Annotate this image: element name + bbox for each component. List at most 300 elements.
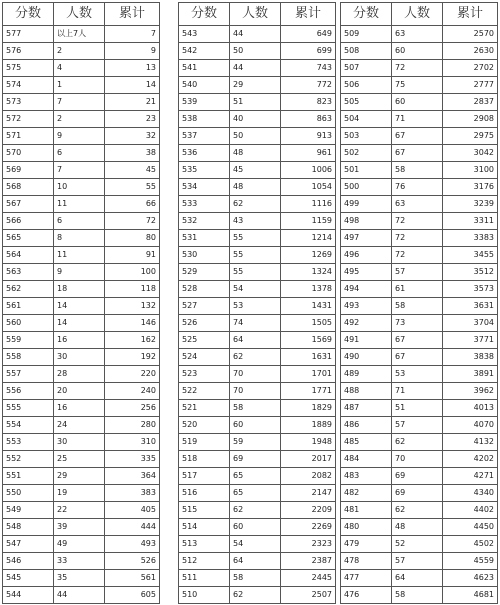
score-cell: 503 bbox=[341, 128, 392, 145]
score-cell: 543 bbox=[179, 26, 230, 43]
score-cell: 514 bbox=[179, 519, 230, 536]
count-cell: 30 bbox=[54, 434, 105, 451]
count-cell: 67 bbox=[392, 332, 443, 349]
cumulative-cell: 961 bbox=[281, 145, 336, 162]
count-cell: 57 bbox=[392, 264, 443, 281]
count-cell: 1 bbox=[54, 77, 105, 94]
count-cell: 63 bbox=[392, 196, 443, 213]
count-cell: 44 bbox=[230, 26, 281, 43]
table-row bbox=[3, 60, 160, 77]
score-cell: 485 bbox=[341, 434, 392, 451]
score-cell: 558 bbox=[3, 349, 54, 366]
score-cell: 567 bbox=[3, 196, 54, 213]
score-cell: 492 bbox=[341, 315, 392, 332]
table-row bbox=[341, 247, 498, 264]
table-row bbox=[3, 485, 160, 502]
table-row bbox=[179, 417, 336, 434]
cumulative-cell: 823 bbox=[281, 94, 336, 111]
count-cell: 11 bbox=[54, 247, 105, 264]
score-cell: 507 bbox=[341, 60, 392, 77]
score-cell: 513 bbox=[179, 536, 230, 553]
count-cell: 60 bbox=[392, 43, 443, 60]
cumulative-cell: 2630 bbox=[443, 43, 498, 60]
score-cell: 528 bbox=[179, 281, 230, 298]
table-row bbox=[3, 162, 160, 179]
count-cell: 28 bbox=[54, 366, 105, 383]
cumulative-cell: 2209 bbox=[281, 502, 336, 519]
count-cell: 48 bbox=[230, 145, 281, 162]
count-cell: 9 bbox=[54, 128, 105, 145]
score-cell: 549 bbox=[3, 502, 54, 519]
header-score: 分数 bbox=[3, 3, 54, 26]
score-cell: 498 bbox=[341, 213, 392, 230]
count-cell: 29 bbox=[54, 468, 105, 485]
table-row bbox=[179, 502, 336, 519]
score-cell: 482 bbox=[341, 485, 392, 502]
table-row bbox=[3, 587, 160, 604]
score-cell: 566 bbox=[3, 213, 54, 230]
table-row bbox=[3, 213, 160, 230]
table-row bbox=[341, 502, 498, 519]
table-row bbox=[3, 536, 160, 553]
header-count: 人数 bbox=[230, 3, 281, 26]
score-cell: 547 bbox=[3, 536, 54, 553]
cumulative-cell: 1948 bbox=[281, 434, 336, 451]
cumulative-cell: 3100 bbox=[443, 162, 498, 179]
table-row bbox=[341, 587, 498, 604]
count-cell: 67 bbox=[392, 349, 443, 366]
cumulative-cell: 743 bbox=[281, 60, 336, 77]
score-cell: 556 bbox=[3, 383, 54, 400]
cumulative-cell: 2147 bbox=[281, 485, 336, 502]
cumulative-cell: 2975 bbox=[443, 128, 498, 145]
cumulative-cell: 1631 bbox=[281, 349, 336, 366]
table-row bbox=[179, 298, 336, 315]
table-row bbox=[3, 77, 160, 94]
header-count: 人数 bbox=[54, 3, 105, 26]
count-cell: 58 bbox=[392, 587, 443, 604]
count-cell: 63 bbox=[392, 26, 443, 43]
table-row bbox=[3, 400, 160, 417]
cumulative-cell: 3455 bbox=[443, 247, 498, 264]
score-cell: 487 bbox=[341, 400, 392, 417]
score-cell: 551 bbox=[3, 468, 54, 485]
count-cell: 65 bbox=[230, 485, 281, 502]
header-row bbox=[341, 3, 498, 26]
count-cell: 75 bbox=[392, 77, 443, 94]
table-body bbox=[341, 26, 498, 604]
cumulative-cell: 310 bbox=[105, 434, 160, 451]
cumulative-cell: 3176 bbox=[443, 179, 498, 196]
score-cell: 477 bbox=[341, 570, 392, 587]
cumulative-cell: 2445 bbox=[281, 570, 336, 587]
count-cell: 72 bbox=[392, 230, 443, 247]
cumulative-cell: 4402 bbox=[443, 502, 498, 519]
score-cell: 481 bbox=[341, 502, 392, 519]
score-cell: 575 bbox=[3, 60, 54, 77]
score-cell: 511 bbox=[179, 570, 230, 587]
table-row bbox=[179, 43, 336, 60]
table-row bbox=[179, 400, 336, 417]
table-row bbox=[179, 434, 336, 451]
count-cell: 59 bbox=[230, 434, 281, 451]
table-row bbox=[3, 94, 160, 111]
table-row bbox=[341, 281, 498, 298]
cumulative-cell: 4502 bbox=[443, 536, 498, 553]
header-cumulative: 累计 bbox=[105, 3, 160, 26]
count-cell: 33 bbox=[54, 553, 105, 570]
table-row bbox=[341, 213, 498, 230]
table-row bbox=[341, 315, 498, 332]
table-row bbox=[341, 43, 498, 60]
count-cell: 39 bbox=[54, 519, 105, 536]
table-row bbox=[179, 162, 336, 179]
count-cell: 70 bbox=[392, 451, 443, 468]
header-row bbox=[179, 3, 336, 26]
score-cell: 530 bbox=[179, 247, 230, 264]
score-cell: 488 bbox=[341, 383, 392, 400]
cumulative-cell: 3383 bbox=[443, 230, 498, 247]
table-row bbox=[179, 519, 336, 536]
table-row bbox=[3, 264, 160, 281]
score-cell: 476 bbox=[341, 587, 392, 604]
cumulative-cell: 2837 bbox=[443, 94, 498, 111]
cumulative-cell: 1269 bbox=[281, 247, 336, 264]
count-cell: 4 bbox=[54, 60, 105, 77]
score-cell: 550 bbox=[3, 485, 54, 502]
count-cell: 以上7人 bbox=[54, 26, 105, 43]
score-cell: 568 bbox=[3, 179, 54, 196]
score-cell: 571 bbox=[3, 128, 54, 145]
count-cell: 60 bbox=[230, 417, 281, 434]
header-count: 人数 bbox=[392, 3, 443, 26]
table-row bbox=[3, 383, 160, 400]
cumulative-cell: 1054 bbox=[281, 179, 336, 196]
header-score: 分数 bbox=[179, 3, 230, 26]
score-cell: 494 bbox=[341, 281, 392, 298]
score-cell: 565 bbox=[3, 230, 54, 247]
cumulative-cell: 1701 bbox=[281, 366, 336, 383]
cumulative-cell: 4202 bbox=[443, 451, 498, 468]
score-cell: 560 bbox=[3, 315, 54, 332]
cumulative-cell: 3704 bbox=[443, 315, 498, 332]
table-row bbox=[3, 128, 160, 145]
score-cell: 533 bbox=[179, 196, 230, 213]
score-cell: 527 bbox=[179, 298, 230, 315]
cumulative-cell: 2570 bbox=[443, 26, 498, 43]
score-cell: 497 bbox=[341, 230, 392, 247]
score-cell: 525 bbox=[179, 332, 230, 349]
table-row bbox=[3, 281, 160, 298]
table-row bbox=[3, 570, 160, 587]
table-row bbox=[341, 451, 498, 468]
count-cell: 65 bbox=[230, 468, 281, 485]
score-cell: 526 bbox=[179, 315, 230, 332]
score-cell: 504 bbox=[341, 111, 392, 128]
count-cell: 60 bbox=[392, 94, 443, 111]
score-cell: 553 bbox=[3, 434, 54, 451]
count-cell: 10 bbox=[54, 179, 105, 196]
score-cell: 573 bbox=[3, 94, 54, 111]
count-cell: 6 bbox=[54, 213, 105, 230]
cumulative-cell: 4559 bbox=[443, 553, 498, 570]
table-row bbox=[3, 349, 160, 366]
table-row bbox=[3, 230, 160, 247]
score-cell: 478 bbox=[341, 553, 392, 570]
cumulative-cell: 1214 bbox=[281, 230, 336, 247]
table-row bbox=[341, 264, 498, 281]
count-cell: 55 bbox=[230, 264, 281, 281]
cumulative-cell: 4070 bbox=[443, 417, 498, 434]
table-row bbox=[3, 468, 160, 485]
count-cell: 72 bbox=[392, 60, 443, 77]
score-cell: 545 bbox=[3, 570, 54, 587]
table-row bbox=[3, 332, 160, 349]
header-cumulative: 累计 bbox=[443, 3, 498, 26]
table-row bbox=[341, 179, 498, 196]
score-table-1 bbox=[2, 2, 160, 604]
cumulative-cell: 3631 bbox=[443, 298, 498, 315]
score-cell: 546 bbox=[3, 553, 54, 570]
cumulative-cell: 66 bbox=[105, 196, 160, 213]
count-cell: 51 bbox=[392, 400, 443, 417]
score-cell: 535 bbox=[179, 162, 230, 179]
score-cell: 486 bbox=[341, 417, 392, 434]
cumulative-cell: 2908 bbox=[443, 111, 498, 128]
cumulative-cell: 2323 bbox=[281, 536, 336, 553]
score-cell: 557 bbox=[3, 366, 54, 383]
table-row bbox=[3, 26, 160, 43]
score-cell: 538 bbox=[179, 111, 230, 128]
cumulative-cell: 280 bbox=[105, 417, 160, 434]
score-cell: 480 bbox=[341, 519, 392, 536]
table-row bbox=[341, 77, 498, 94]
table-row bbox=[179, 247, 336, 264]
count-cell: 35 bbox=[54, 570, 105, 587]
count-cell: 30 bbox=[54, 349, 105, 366]
count-cell: 71 bbox=[392, 111, 443, 128]
table-row bbox=[3, 366, 160, 383]
score-table-1-container bbox=[2, 2, 159, 604]
cumulative-cell: 605 bbox=[105, 587, 160, 604]
count-cell: 70 bbox=[230, 366, 281, 383]
count-cell: 71 bbox=[392, 383, 443, 400]
score-cell: 537 bbox=[179, 128, 230, 145]
count-cell: 72 bbox=[392, 247, 443, 264]
table-row bbox=[341, 145, 498, 162]
count-cell: 55 bbox=[230, 230, 281, 247]
count-cell: 49 bbox=[54, 536, 105, 553]
table-row bbox=[341, 366, 498, 383]
score-cell: 508 bbox=[341, 43, 392, 60]
count-cell: 2 bbox=[54, 111, 105, 128]
cumulative-cell: 7 bbox=[105, 26, 160, 43]
score-cell: 512 bbox=[179, 553, 230, 570]
table-row bbox=[179, 587, 336, 604]
score-cell: 500 bbox=[341, 179, 392, 196]
cumulative-cell: 1431 bbox=[281, 298, 336, 315]
cumulative-cell: 4681 bbox=[443, 587, 498, 604]
score-cell: 502 bbox=[341, 145, 392, 162]
score-cell: 519 bbox=[179, 434, 230, 451]
table-row bbox=[341, 230, 498, 247]
score-cell: 506 bbox=[341, 77, 392, 94]
cumulative-cell: 2777 bbox=[443, 77, 498, 94]
table-row bbox=[341, 111, 498, 128]
table-row bbox=[179, 451, 336, 468]
cumulative-cell: 80 bbox=[105, 230, 160, 247]
cumulative-cell: 913 bbox=[281, 128, 336, 145]
score-cell: 559 bbox=[3, 332, 54, 349]
cumulative-cell: 2017 bbox=[281, 451, 336, 468]
count-cell: 64 bbox=[230, 553, 281, 570]
cumulative-cell: 772 bbox=[281, 77, 336, 94]
cumulative-cell: 1569 bbox=[281, 332, 336, 349]
score-cell: 518 bbox=[179, 451, 230, 468]
cumulative-cell: 3042 bbox=[443, 145, 498, 162]
cumulative-cell: 2269 bbox=[281, 519, 336, 536]
score-cell: 569 bbox=[3, 162, 54, 179]
count-cell: 9 bbox=[54, 264, 105, 281]
table-row bbox=[341, 162, 498, 179]
cumulative-cell: 335 bbox=[105, 451, 160, 468]
header-score: 分数 bbox=[341, 3, 392, 26]
count-cell: 25 bbox=[54, 451, 105, 468]
table-row bbox=[3, 315, 160, 332]
table-row bbox=[341, 519, 498, 536]
table-row bbox=[341, 349, 498, 366]
table-row bbox=[179, 349, 336, 366]
cumulative-cell: 1889 bbox=[281, 417, 336, 434]
cumulative-cell: 4340 bbox=[443, 485, 498, 502]
cumulative-cell: 2507 bbox=[281, 587, 336, 604]
cumulative-cell: 526 bbox=[105, 553, 160, 570]
cumulative-cell: 4132 bbox=[443, 434, 498, 451]
count-cell: 44 bbox=[230, 60, 281, 77]
cumulative-cell: 383 bbox=[105, 485, 160, 502]
cumulative-cell: 2702 bbox=[443, 60, 498, 77]
cumulative-cell: 32 bbox=[105, 128, 160, 145]
cumulative-cell: 4271 bbox=[443, 468, 498, 485]
cumulative-cell: 132 bbox=[105, 298, 160, 315]
cumulative-cell: 38 bbox=[105, 145, 160, 162]
cumulative-cell: 3311 bbox=[443, 213, 498, 230]
score-cell: 509 bbox=[341, 26, 392, 43]
score-cell: 505 bbox=[341, 94, 392, 111]
score-cell: 548 bbox=[3, 519, 54, 536]
table-row bbox=[179, 179, 336, 196]
cumulative-cell: 240 bbox=[105, 383, 160, 400]
cumulative-cell: 1829 bbox=[281, 400, 336, 417]
score-cell: 501 bbox=[341, 162, 392, 179]
table-row bbox=[3, 553, 160, 570]
table-row bbox=[341, 196, 498, 213]
count-cell: 40 bbox=[230, 111, 281, 128]
score-cell: 539 bbox=[179, 94, 230, 111]
table-row bbox=[3, 247, 160, 264]
table-row bbox=[341, 434, 498, 451]
cumulative-cell: 9 bbox=[105, 43, 160, 60]
cumulative-cell: 4450 bbox=[443, 519, 498, 536]
table-row bbox=[341, 60, 498, 77]
score-cell: 534 bbox=[179, 179, 230, 196]
score-cell: 554 bbox=[3, 417, 54, 434]
table-row bbox=[3, 196, 160, 213]
cumulative-cell: 649 bbox=[281, 26, 336, 43]
cumulative-cell: 3239 bbox=[443, 196, 498, 213]
score-cell: 576 bbox=[3, 43, 54, 60]
count-cell: 2 bbox=[54, 43, 105, 60]
table-row bbox=[179, 281, 336, 298]
cumulative-cell: 21 bbox=[105, 94, 160, 111]
count-cell: 58 bbox=[392, 162, 443, 179]
table-row bbox=[3, 502, 160, 519]
header-cumulative: 累计 bbox=[281, 3, 336, 26]
score-cell: 564 bbox=[3, 247, 54, 264]
score-cell: 563 bbox=[3, 264, 54, 281]
cumulative-cell: 4013 bbox=[443, 400, 498, 417]
count-cell: 43 bbox=[230, 213, 281, 230]
cumulative-cell: 55 bbox=[105, 179, 160, 196]
count-cell: 8 bbox=[54, 230, 105, 247]
table-row bbox=[341, 383, 498, 400]
count-cell: 51 bbox=[230, 94, 281, 111]
score-cell: 489 bbox=[341, 366, 392, 383]
count-cell: 7 bbox=[54, 94, 105, 111]
count-cell: 11 bbox=[54, 196, 105, 213]
count-cell: 53 bbox=[392, 366, 443, 383]
score-cell: 510 bbox=[179, 587, 230, 604]
score-table-2-container bbox=[178, 2, 335, 604]
count-cell: 55 bbox=[230, 247, 281, 264]
score-cell: 561 bbox=[3, 298, 54, 315]
score-table-3 bbox=[340, 2, 498, 604]
table-row bbox=[3, 434, 160, 451]
cumulative-cell: 91 bbox=[105, 247, 160, 264]
table-row bbox=[3, 298, 160, 315]
score-cell: 499 bbox=[341, 196, 392, 213]
table-row bbox=[341, 468, 498, 485]
count-cell: 16 bbox=[54, 332, 105, 349]
cumulative-cell: 405 bbox=[105, 502, 160, 519]
count-cell: 69 bbox=[392, 485, 443, 502]
count-cell: 6 bbox=[54, 145, 105, 162]
cumulative-cell: 45 bbox=[105, 162, 160, 179]
count-cell: 54 bbox=[230, 281, 281, 298]
score-cell: 483 bbox=[341, 468, 392, 485]
count-cell: 70 bbox=[230, 383, 281, 400]
count-cell: 67 bbox=[392, 145, 443, 162]
count-cell: 18 bbox=[54, 281, 105, 298]
cumulative-cell: 3891 bbox=[443, 366, 498, 383]
table-row bbox=[179, 536, 336, 553]
cumulative-cell: 3962 bbox=[443, 383, 498, 400]
count-cell: 64 bbox=[230, 332, 281, 349]
score-cell: 522 bbox=[179, 383, 230, 400]
table-row bbox=[179, 60, 336, 77]
score-cell: 524 bbox=[179, 349, 230, 366]
count-cell: 44 bbox=[54, 587, 105, 604]
cumulative-cell: 1116 bbox=[281, 196, 336, 213]
table-row bbox=[179, 468, 336, 485]
count-cell: 24 bbox=[54, 417, 105, 434]
cumulative-cell: 4623 bbox=[443, 570, 498, 587]
table-body bbox=[179, 26, 336, 604]
count-cell: 53 bbox=[230, 298, 281, 315]
count-cell: 72 bbox=[392, 213, 443, 230]
score-cell: 490 bbox=[341, 349, 392, 366]
score-cell: 552 bbox=[3, 451, 54, 468]
